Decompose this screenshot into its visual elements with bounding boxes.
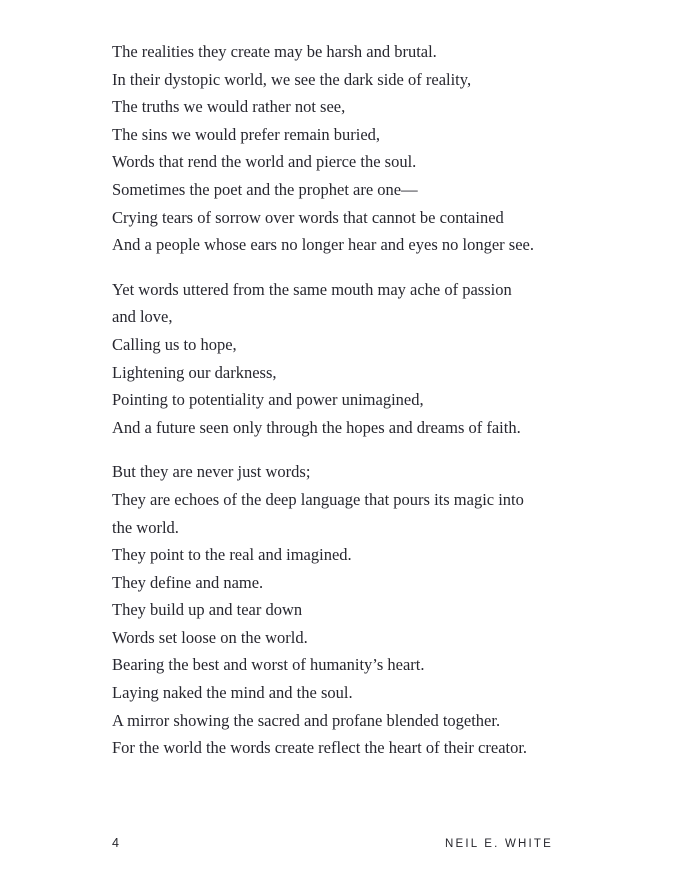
- poem-body: [112, 38, 564, 779]
- poem-line: The sins we would prefer remain buried,: [112, 124, 381, 144]
- poem-line: Calling us to hope,: [112, 334, 237, 354]
- poem-line: They are echoes of the deep language that pours its magic into: [112, 489, 524, 509]
- stanza: [112, 38, 564, 259]
- poem-line: A mirror showing the sacred and profane blended together.: [112, 710, 501, 730]
- poem-line: The truths we would rather not see,: [112, 97, 346, 117]
- poem-line: Words set loose on the world.: [112, 627, 308, 647]
- poem-line: But they are never just words;: [112, 462, 311, 482]
- poem-line: Pointing to potentiality and power unimagined,: [112, 390, 424, 410]
- poem-line: They build up and tear down: [112, 600, 303, 620]
- stanza: [112, 276, 564, 442]
- poem-line: The realities they create may be harsh and brutal.: [112, 42, 437, 61]
- poem-line: In their dystopic world, we see the dark side of reality,: [112, 69, 472, 89]
- poem-line: Lightening our darkness,: [112, 362, 277, 382]
- stanza: [112, 458, 564, 762]
- poem-line: And a people whose ears no longer hear and eyes no longer see.: [112, 235, 534, 255]
- poem-line: Yet words uttered from the same mouth may ache of passion: [112, 279, 512, 299]
- running-footer-author: NEIL E. WHITE: [444, 838, 553, 850]
- page-footer: [112, 836, 553, 850]
- poem-line: Crying tears of sorrow over words that cannot be contained: [112, 207, 504, 227]
- page-number: 4: [112, 836, 120, 850]
- poem-line: Bearing the best and worst of humanity’s heart.: [112, 655, 425, 675]
- poem-line: Laying naked the mind and the soul.: [112, 683, 353, 703]
- poem-line: Sometimes the poet and the prophet are one—: [112, 179, 418, 199]
- poem-line: They define and name.: [112, 572, 264, 592]
- poem-line: the world.: [112, 517, 179, 537]
- poem-line: And a future seen only through the hopes and dreams of faith.: [112, 417, 521, 437]
- poem-line: For the world the words create reflect the heart of their creator.: [112, 738, 528, 758]
- poem-line: and love,: [112, 307, 173, 327]
- poem-line: Words that rend the world and pierce the soul.: [112, 152, 417, 172]
- poem-line: They point to the real and imagined.: [112, 545, 352, 565]
